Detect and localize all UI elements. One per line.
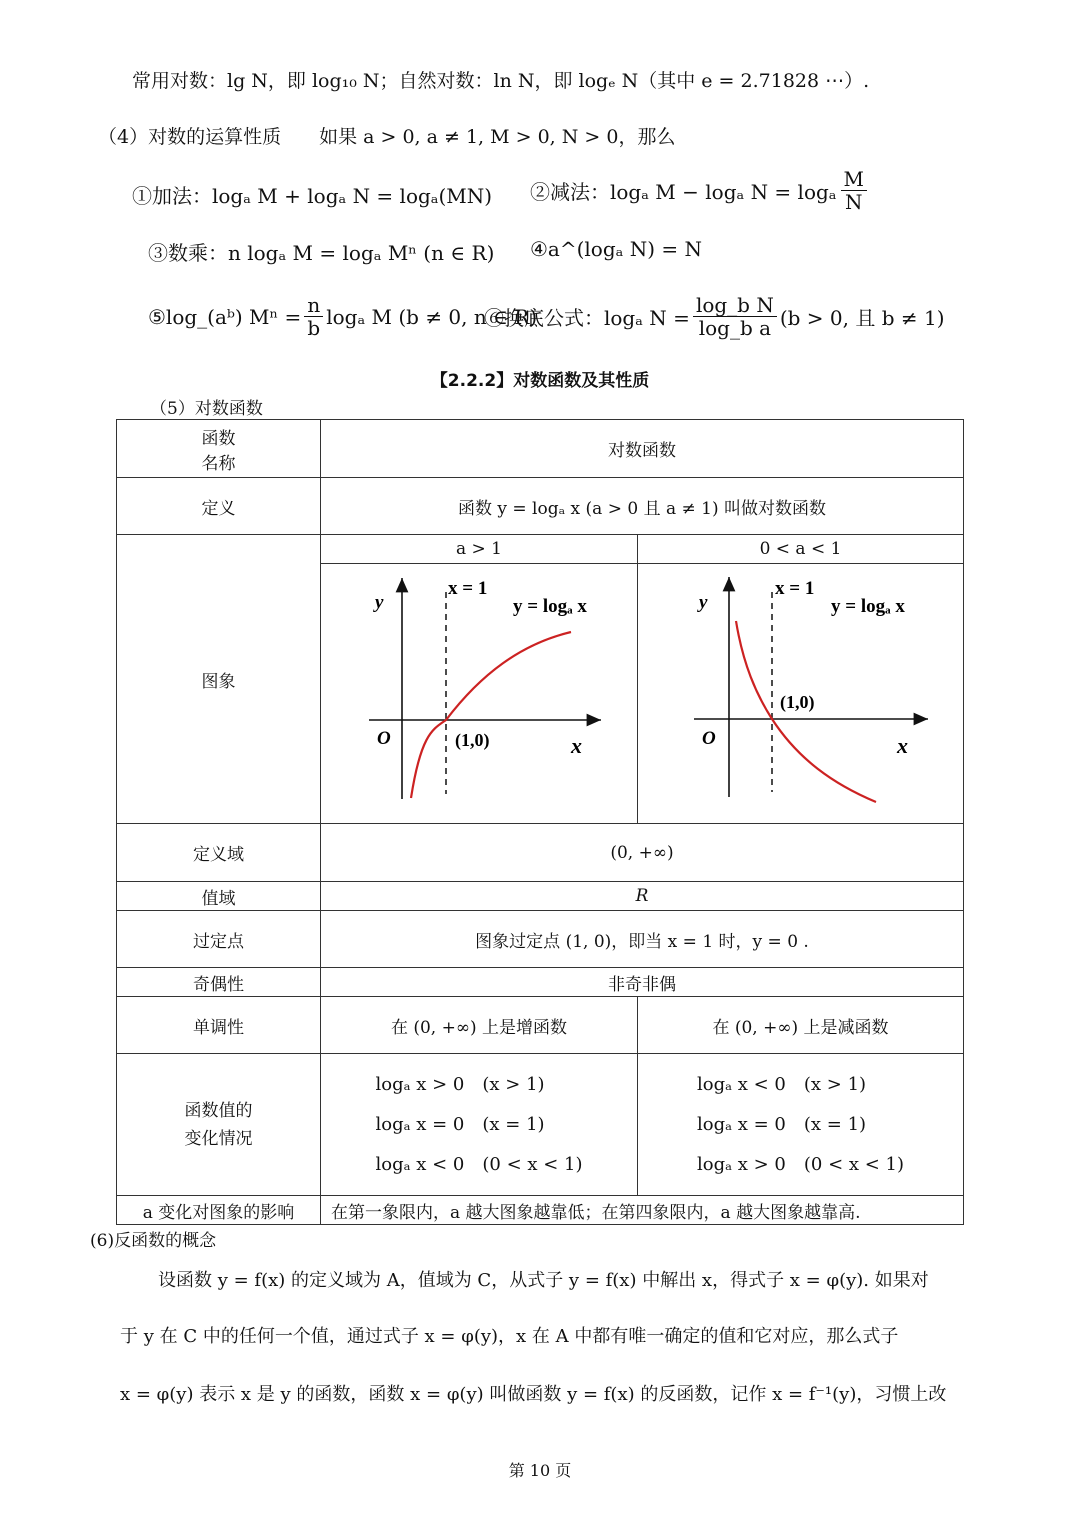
origin-label: O [377,728,391,749]
hdr-domain: 定义域 [117,824,321,882]
section-title: 【2.2.2】对数函数及其性质 [430,371,650,391]
row-monotonicity [117,997,964,1054]
row-domain [117,824,964,882]
hdr-monotonicity: 单调性 [117,997,321,1054]
hdr-graph: 图象 [117,535,321,824]
graph-decreasing-cell [638,564,964,824]
formula-power-prefix: ⑤log_(aᵇ) Mⁿ = [148,304,302,329]
fraction-m-over-n [841,168,867,213]
paragraph-line-1: 设函数 y = f(x) 的定义域为 A，值域为 C，从式子 y = f(x) 中解出 x，得式子 x = φ(y). 如果对 [158,1270,929,1291]
change-line: logₐ x = 0 (x = 1) [375,1113,545,1135]
change-line: logₐ x < 0 (0 < x < 1) [375,1153,583,1175]
val-monotonicity-decreasing: 在 (0, +∞) 上是减函数 [638,997,964,1054]
graph-decreasing [638,564,963,818]
formula-scalar: ③数乘：n logₐ M = logₐ Mⁿ (n ∈ R) [148,241,495,265]
row-name [117,420,964,478]
val-domain: (0, +∞) [321,824,964,882]
fraction-numerator: M [841,168,867,191]
change-line: logₐ x > 0 (0 < x < 1) [696,1153,905,1175]
row-definition [117,478,964,535]
val-value-change-increasing [321,1054,638,1196]
page-number: 第 10 页 [508,1461,572,1480]
fraction-denominator: b [307,316,321,340]
formula-power-base [148,294,537,339]
formula-subtraction [530,168,867,213]
row-range [117,882,964,911]
formula-change-prefix: ⑥换底公式：logₐ N = [484,306,690,330]
hdr-value-change [117,1054,321,1196]
point-label: (1,0) [780,692,815,712]
line-label: x = 1 [775,578,815,599]
hdr-fixed-point: 过定点 [117,911,321,968]
hdr-name-line2: 名称 [201,453,236,474]
formula-change-of-base [484,294,945,339]
fraction-change-of-base [693,294,777,339]
change-line: logₐ x = 0 (x = 1) [696,1113,867,1135]
subsection-5: （5）对数函数 [150,399,263,419]
row-fixed-point [117,911,964,968]
val-fixed-point: 图象过定点 (1, 0)，即当 x = 1 时，y = 0 . [321,911,964,968]
hdr-name [117,420,321,478]
formula-subtraction-prefix: ②减法：logₐ M − logₐ N = logₐ [530,180,837,204]
formula-power-suffix: logₐ M (b ≠ 0, n ∈ R) [326,304,538,329]
val-name: 对数函数 [321,420,964,478]
point-label: (1,0) [455,730,490,750]
row-parity [117,968,964,997]
change-line: logₐ x > 0 (x > 1) [375,1073,545,1095]
graph-increasing [321,564,637,818]
line-label: x = 1 [448,578,488,599]
y-axis-label: y [699,592,708,613]
properties-heading: （4）对数的运算性质 如果 a > 0, a ≠ 1, M > 0, N > 0，那么 [98,126,676,148]
val-monotonicity-increasing: 在 (0, +∞) 上是增函数 [321,997,638,1054]
hdr-definition: 定义 [117,478,321,535]
hdr-parity: 奇偶性 [117,968,321,997]
fraction-n-over-b [304,294,323,339]
fraction-denominator: N [845,190,863,214]
val-value-change-decreasing [638,1054,964,1196]
subsection-6: (6)反函数的概念 [90,1231,217,1251]
fraction-denominator: log_b a [698,316,772,340]
hdr-effect: a 变化对图象的影响 [117,1196,321,1225]
formula-addition: ①加法：logₐ M + logₐ N = logₐ(MN) [132,184,493,208]
fraction-numerator: log_b N [693,294,777,317]
intro-line: 常用对数：lg N，即 log₁₀ N；自然对数：ln N，即 logₑ N（其中 e = 2.71828 ⋯）. [132,70,870,92]
origin-label: O [702,728,716,749]
formula-identity: ④a^(logₐ N) = N [530,237,703,261]
hdr-range: 值域 [117,882,321,911]
fraction-numerator: n [304,294,323,317]
val-range: R [321,882,964,911]
change-line: logₐ x < 0 (x > 1) [696,1073,867,1095]
case-a-lt-1: 0 < a < 1 [638,535,964,564]
curve-label: y = logₐ x [831,596,905,617]
val-definition: 函数 y = logₐ x (a > 0 且 a ≠ 1) 叫做对数函数 [321,478,964,535]
log-function-table [116,419,964,1225]
log-curve-increasing [411,632,571,798]
x-axis-label: x [571,733,582,758]
row-value-change [117,1054,964,1196]
x-axis-label: x [897,733,908,758]
row-graph-cases [117,535,964,564]
formula-change-suffix: (b > 0, 且 b ≠ 1) [779,306,945,330]
val-parity: 非奇非偶 [321,968,964,997]
paragraph-line-2: 于 y 在 C 中的任何一个值，通过式子 x = φ(y)，x 在 A 中都有唯一确定的值和它对应，那么式子 [120,1326,899,1347]
paragraph-line-3: x = φ(y) 表示 x 是 y 的函数，函数 x = φ(y) 叫做函数 y = f(x) 的反函数，记作 x = f⁻¹(y)，习惯上改 [120,1384,947,1405]
case-a-gt-1: a > 1 [321,535,638,564]
graph-increasing-cell [321,564,638,824]
hdr-value-change-line2: 变化情况 [184,1128,253,1149]
hdr-name-line1: 函数 [201,428,236,449]
hdr-value-change-line1: 函数值的 [184,1100,253,1121]
y-axis-label: y [375,592,384,613]
val-effect: 在第一象限内，a 越大图象越靠低；在第四象限内，a 越大图象越靠高. [321,1196,964,1225]
row-effect [117,1196,964,1225]
curve-label: y = logₐ x [513,596,587,617]
